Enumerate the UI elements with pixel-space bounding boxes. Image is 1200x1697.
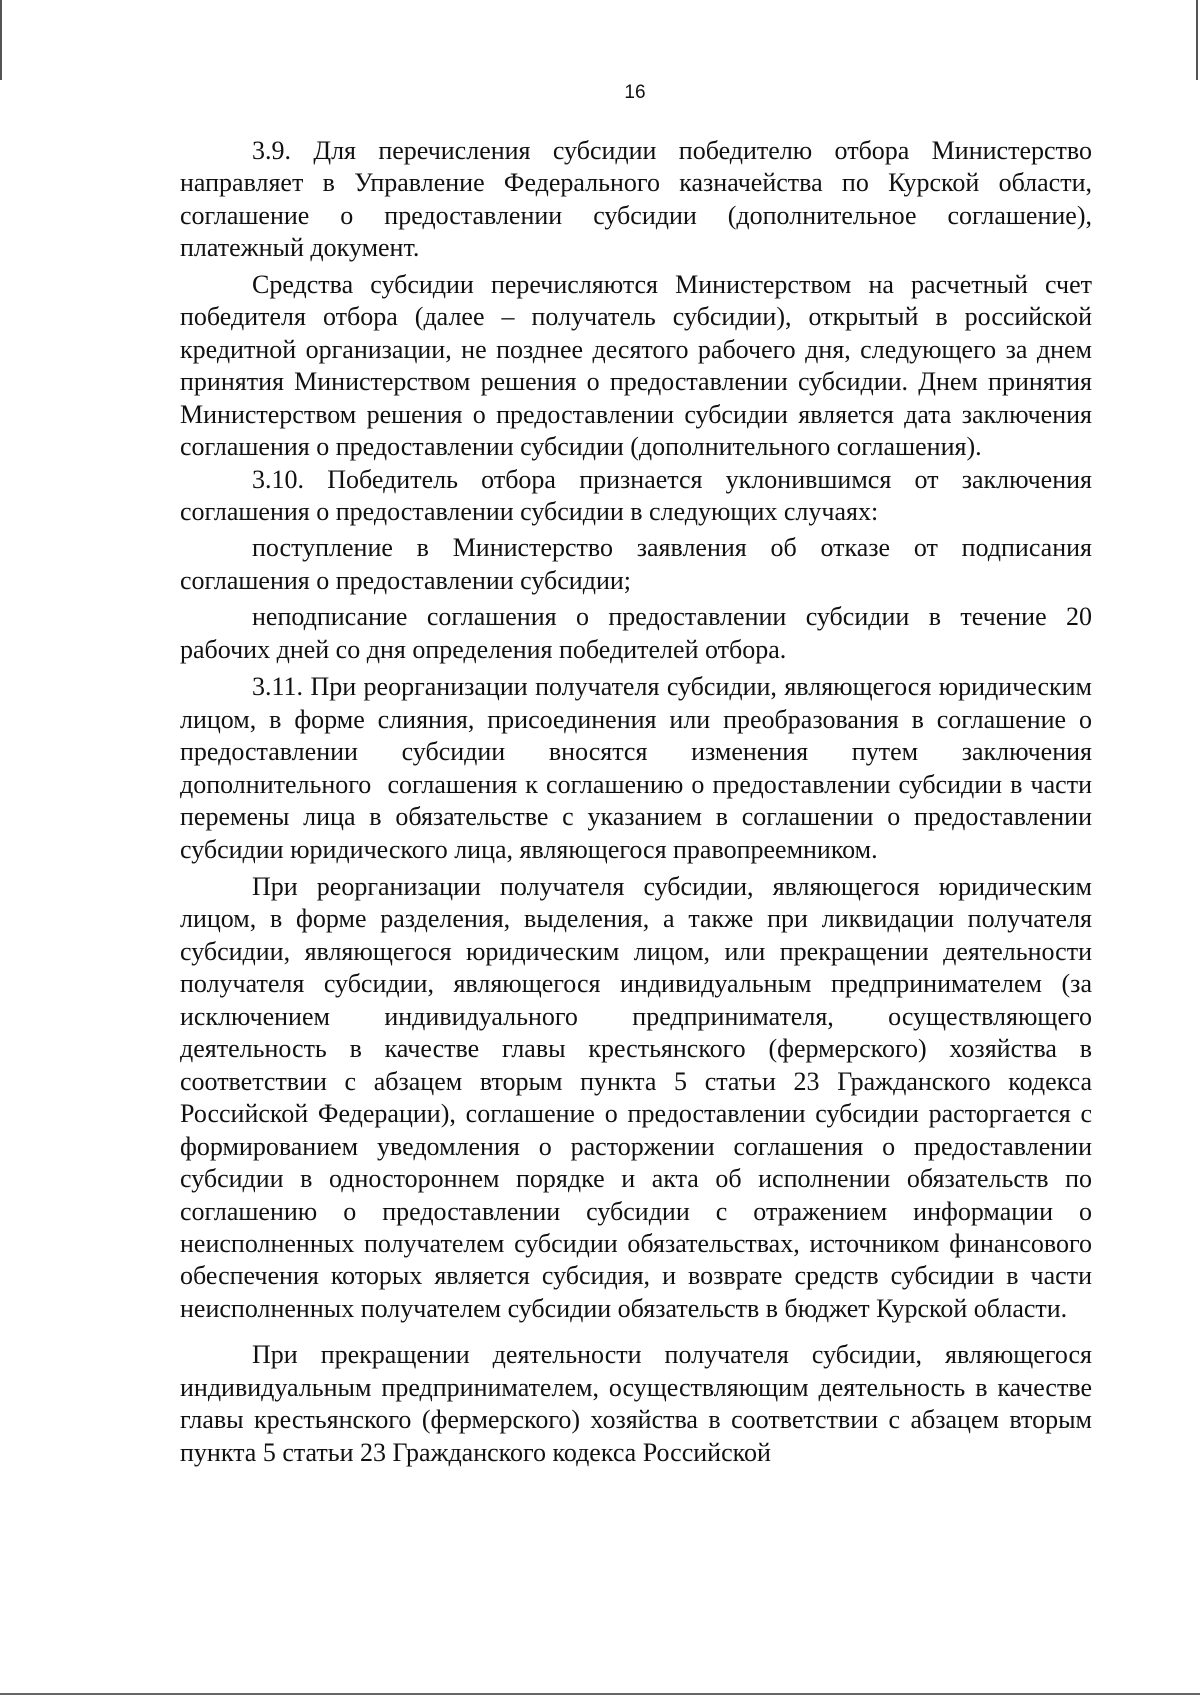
scan-edge-left <box>0 0 2 80</box>
paragraph-agreement-not-signed: неподписание соглашения о предоставлении субсидии в течение 20 рабочих дней со дня определения победителей отбора. <box>180 602 1099 664</box>
paragraph-3-9: 3.9. Для перечисления субсидии победителю отбора Министерство направляет в Управление Федерального казначейства по Курской области, соглашение о предоставлении субсидии (дополнительное соглашение), платежный документ. <box>180 136 1099 263</box>
paragraph-refusal-application: поступление в Министерство заявления об отказе от подписания соглашения о предоставлении субсидии; <box>180 533 1099 595</box>
scan-edge-right <box>1196 0 1198 80</box>
paragraph-farm-head-termination: При прекращении деятельности получателя субсидии, являющегося индивидуальным предпринимателем, осуществляющим деятельность в качестве главы крестьянского (фермерского) хозяйства в соответствии с абзацем вторым пункта 5 статьи 23 Гражданского кодекса Российской <box>180 1340 1099 1467</box>
paragraph-3-11: 3.11. При реорганизации получателя субсидии, являющегося юридическим лицом, в форме слияния, присоединения или преобразования в соглашение о предоставлении субсидии вносятся изменения путем заключения дополнительного соглашения к соглашению о предоставлении субсидии в части перемены лица в обязательстве с указанием в соглашении о предоставлении субсидии юридического лица, являющегося правопреемником. <box>180 672 1099 864</box>
paragraph-reorganization-termination: При реорганизации получателя субсидии, являющегося юридическим лицом, в форме разделения, выделения, а также при ликвидации получателя субсидии, являющегося юридическим лицом, или прекращении деятельности получателя субсидии, являющегося индивидуальным предпринимателем (за исключением индивидуального предпринимателя, осуществляющего деятельность в качестве главы крестьянского (фермерского) хозяйства в соответствии с абзацем вторым пункта 5 статьи 23 Гражданского кодекса Российской Федерации), соглашение о предоставлении субсидии расторгается с формированием уведомления о расторжении соглашения о предоставлении субсидии в одностороннем порядке и акта об исполнении обязательств по соглашению о предоставлении субсидии с отражением информации о неисполненных получателем субсидии обязательствах, источником финансового обеспечения которых является субсидия, и возврате средств субсидии в части неисполненных получателем субсидии обязательств в бюджет Курской области. <box>180 871 1099 1323</box>
page-number: 16 <box>624 82 646 103</box>
paragraph-subsidy-transfer: Средства субсидии перечисляются Министерством на расчетный счет победителя отбора (далее – получатель субсидии), открытый в российской кредитной организации, не позднее десятого рабочего дня, следующего за днем принятия Министерством решения о предоставлении субсидии. Днем принятия Министерством решения о предоставлении субсидии является дата заключения соглашения о предоставлении субсидии (дополнительного соглашения). <box>180 269 1099 462</box>
paragraph-3-10: 3.10. Победитель отбора признается уклонившимся от заключения соглашения о предоставлении субсидии в следующих случаях: <box>180 464 1099 526</box>
scan-edge-bottom <box>0 1693 1200 1695</box>
document-body <box>180 135 1099 1469</box>
